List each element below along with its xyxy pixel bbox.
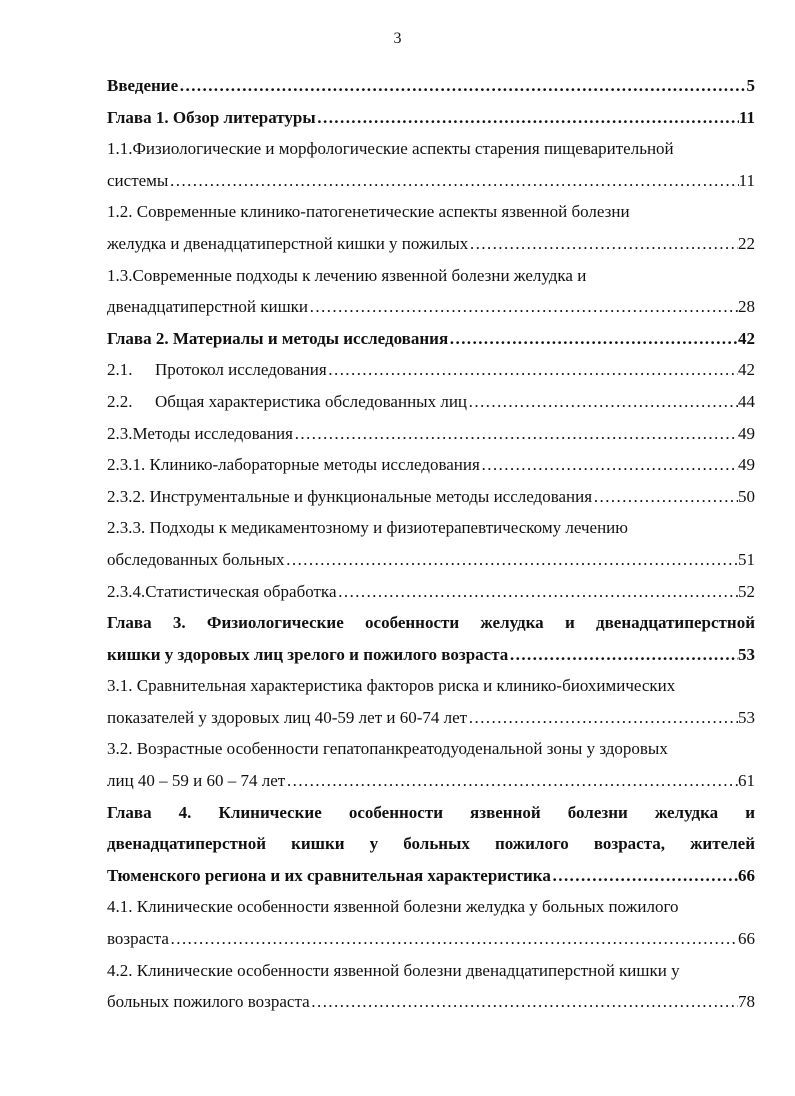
toc-page-number: 11: [738, 170, 755, 190]
toc-page-number: 42: [738, 360, 755, 380]
toc-leader-dots: [336, 576, 738, 608]
toc-leader-dots: [448, 323, 738, 355]
toc-leader-dots: [293, 418, 738, 450]
toc-entry-title: обследованных больных: [107, 549, 285, 569]
toc-entry: Глава 3. Физиологические особенности желудка и двенадцатиперстной: [107, 613, 755, 633]
toc-page-number: 50: [738, 486, 755, 506]
toc-entry: 3.2. Возрастные особенности гепатопанкреатодуоденальной зоны у здоровых: [107, 739, 668, 759]
toc-leader-dots: [467, 386, 738, 418]
toc-entry-text: Общая характеристика обследованных лиц: [155, 391, 468, 411]
toc-entry-title: Глава 1. Обзор литературы: [107, 107, 316, 127]
toc-entry-title: 2.3.4.Статистическая обработка: [107, 581, 337, 601]
toc-page-number: 51: [738, 549, 755, 569]
toc-page-number: 78: [738, 992, 755, 1012]
toc-entry-title: показателей у здоровых лиц 40-59 лет и 60-74 лет: [107, 707, 468, 727]
toc-entry: Глава 4. Клинические особенности язвенной болезни желудка и: [107, 802, 755, 822]
toc-leader-dots: [467, 702, 738, 734]
toc-leader-dots: [168, 165, 738, 197]
toc-leader-dots: [178, 70, 746, 102]
page-number: 3: [393, 30, 402, 47]
toc-entry: [107, 986, 755, 1018]
toc-entry: [107, 481, 755, 513]
toc-leader-dots: [169, 923, 738, 955]
toc-entry-title: возраста: [107, 929, 169, 949]
toc-entry: [107, 576, 755, 608]
toc-entry: [107, 354, 755, 386]
toc-entry: [107, 702, 755, 734]
toc-entry-title: 2.3.2. Инструментальные и функциональные методы исследования: [107, 486, 593, 506]
table-of-contents: [107, 70, 755, 1018]
toc-entry-title: лиц 40 – 59 и 60 – 74 лет: [107, 771, 286, 791]
toc-entry: [107, 102, 755, 134]
toc-leader-dots: [551, 860, 738, 892]
toc-entry-title: системы: [107, 170, 169, 190]
toc-entry: [107, 860, 755, 892]
toc-entry: 4.2. Клинические особенности язвенной болезни двенадцатиперстной кишки у: [107, 960, 680, 980]
toc-entry-title: Тюменского региона и их сравнительная характеристика: [107, 865, 551, 885]
toc-entry-title: 2.3.1. Клинико-лабораторные методы исследования: [107, 455, 480, 475]
toc-page-number: 28: [738, 297, 755, 317]
toc-entry: [107, 639, 755, 671]
toc-entry: [107, 228, 755, 260]
toc-page-number: 61: [738, 771, 755, 791]
toc-page-number: 53: [738, 644, 755, 664]
toc-page-number: 49: [738, 423, 755, 443]
toc-page-number: 49: [738, 455, 755, 475]
toc-entry-title: [107, 386, 467, 418]
toc-page-number: 53: [738, 707, 755, 727]
toc-entry: [107, 70, 755, 102]
toc-leader-dots: [468, 228, 738, 260]
toc-entry: [107, 418, 755, 450]
toc-entry: [107, 291, 755, 323]
toc-entry: [107, 449, 755, 481]
toc-entry: 4.1. Клинические особенности язвенной болезни желудка у больных пожилого: [107, 897, 679, 917]
toc-entry: 1.3.Современные подходы к лечению язвенной болезни желудка и: [107, 265, 587, 285]
toc-page-number: 66: [738, 929, 755, 949]
toc-page-number: 66: [738, 865, 755, 885]
toc-entry-number: 2.2.: [107, 391, 133, 411]
toc-entry-title: двенадцатиперстной кишки: [107, 297, 309, 317]
toc-entry-title: [107, 354, 327, 386]
toc-leader-dots: [327, 354, 738, 386]
toc-entry-title: желудка и двенадцатиперстной кишки у пожилых: [107, 233, 469, 253]
toc-entry-text: Протокол исследования: [155, 360, 327, 380]
toc-leader-dots: [316, 102, 739, 134]
toc-entry: 2.3.3. Подходы к медикаментозному и физиотерапевтическому лечению: [107, 518, 628, 538]
toc-entry-title: 2.3.Методы исследования: [107, 423, 293, 443]
toc-entry-title: Введение: [107, 76, 179, 95]
toc-leader-dots: [508, 639, 738, 671]
toc-entry-title: больных пожилого возраста: [107, 992, 310, 1012]
toc-entry: [107, 923, 755, 955]
toc-entry: [107, 323, 755, 355]
toc-leader-dots: [310, 986, 738, 1018]
toc-leader-dots: [285, 765, 738, 797]
toc-entry-title: Глава 2. Материалы и методы исследования: [107, 328, 449, 348]
toc-page-number: 52: [738, 581, 755, 601]
toc-entry-title: кишки у здоровых лиц зрелого и пожилого возраста: [107, 644, 509, 664]
toc-entry-number: 2.1.: [107, 360, 133, 380]
toc-leader-dots: [285, 544, 738, 576]
toc-leader-dots: [308, 291, 738, 323]
toc-entry: [107, 544, 755, 576]
toc-leader-dots: [592, 481, 738, 513]
toc-entry: [107, 386, 755, 418]
toc-entry: 3.1. Сравнительная характеристика факторов риска и клинико-биохимических: [107, 676, 676, 696]
toc-page-number: 42: [738, 328, 755, 348]
toc-entry: [107, 765, 755, 797]
toc-page-number: 5: [746, 76, 755, 95]
toc-leader-dots: [480, 449, 738, 481]
toc-page-number: 44: [738, 391, 755, 411]
toc-page-number: 11: [738, 107, 755, 127]
toc-page-number: 22: [738, 233, 755, 253]
toc-entry: 1.1.Физиологические и морфологические аспекты старения пищеварительной: [107, 139, 674, 159]
toc-entry: двенадцатиперстной кишки у больных пожилого возраста, жителей: [107, 834, 755, 854]
toc-entry: 1.2. Современные клинико-патогенетические аспекты язвенной болезни: [107, 202, 630, 222]
toc-entry: [107, 165, 755, 197]
